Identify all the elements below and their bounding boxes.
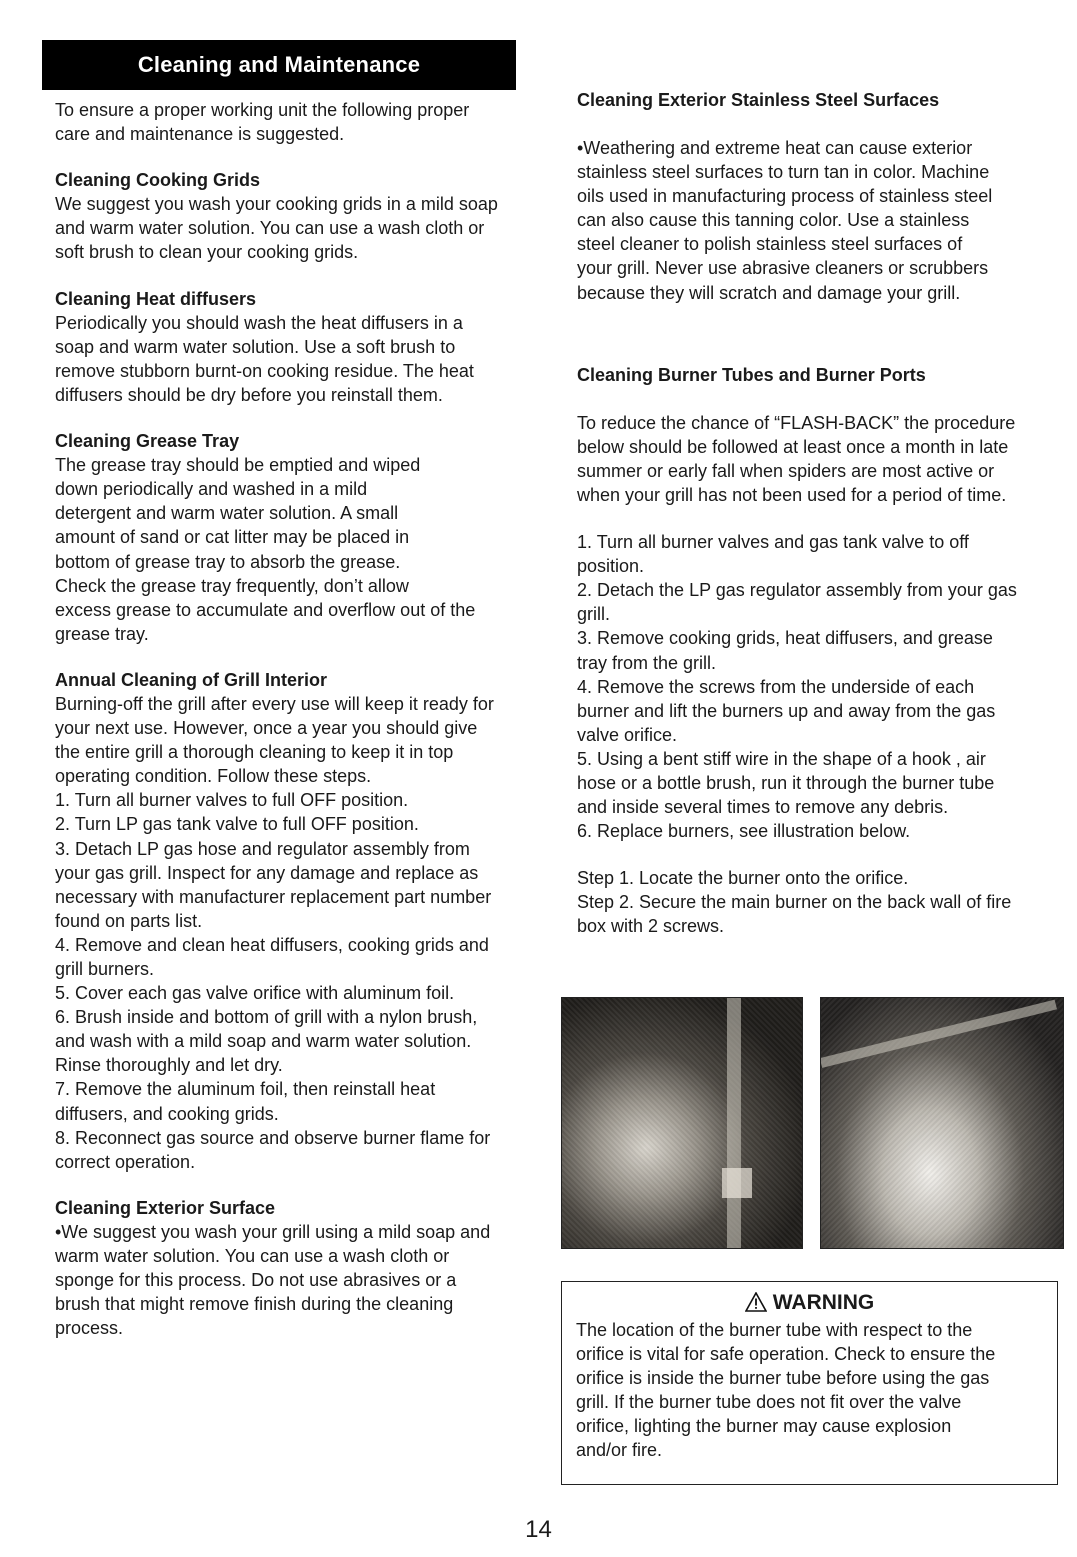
text-line: and/or fire. [576, 1440, 663, 1460]
text-line: •Weathering and extreme heat can cause exterior [577, 138, 973, 158]
photo-locate-burner [561, 997, 803, 1249]
section-heading: Cleaning Burner Tubes and Burner Ports [577, 364, 926, 385]
text-line: the entire grill a thorough cleaning to keep it in top [55, 742, 454, 763]
text-line: Burning-off the grill after every use will keep it ready for [55, 693, 494, 714]
text-line: grill burners. [55, 959, 155, 979]
text-line: amount of sand or cat litter may be placed in [55, 527, 410, 548]
photo-secure-burner [820, 997, 1064, 1249]
text-line: soap and warm water solution. Use a soft brush to [55, 336, 456, 357]
text-line: down periodically and washed in a mild [55, 479, 368, 500]
section-heading: Cleaning Cooking Grids [55, 170, 261, 191]
text-line: The grease tray should be emptied and wiped [55, 455, 421, 476]
text-line: position. [577, 556, 645, 577]
text-line: excess grease to accumulate and overflow out of the [55, 599, 476, 620]
text-line: diffusers, and cooking grids. [55, 1103, 279, 1124]
text-line: 6. Brush inside and bottom of grill with a nylon brush, [55, 1007, 478, 1028]
text-line: when your grill has not been used for a period of time. [577, 484, 1007, 505]
text-line: warm water solution. You can use a wash cloth or [55, 1246, 450, 1267]
text-line: your gas grill. Inspect for any damage and replace as [55, 862, 479, 883]
right-column [577, 88, 1069, 939]
text-line: your next use. However, once a year you should give [55, 718, 478, 739]
text-line: detergent and warm water solution. A small [55, 503, 399, 524]
text-line: The location of the burner tube with respect to the [576, 1320, 973, 1340]
text-line: found on parts list. [55, 910, 203, 931]
text-line: 1. Turn all burner valves to full OFF position. [55, 790, 409, 811]
text-line: valve orifice. [577, 724, 678, 745]
text-line: operating condition. Follow these steps. [55, 766, 372, 787]
text-line: box with 2 screws. [577, 916, 725, 937]
text-line: To reduce the chance of “FLASH-BACK” the procedure [577, 412, 1016, 433]
text-line: Rinse thoroughly and let dry. [55, 1055, 283, 1076]
section-stainless-steel [577, 88, 1069, 305]
text-line: can also cause this tanning color. Use a stainless [577, 210, 970, 231]
section-banner: Cleaning and Maintenance [42, 40, 516, 90]
text-line: Periodically you should wash the heat diffusers in a [55, 312, 463, 333]
section-cooking-grids [55, 168, 555, 264]
text-line: brush that might remove finish during the cleaning [55, 1294, 454, 1315]
text-line: hose or a bottle brush, run it through the burner tube [577, 772, 995, 793]
text-line: grill. [577, 604, 611, 625]
text-line: grease tray. [55, 623, 149, 644]
text-line: orifice, lighting the burner may cause explosion [576, 1416, 952, 1436]
text-line: To ensure a proper working unit the following proper [55, 100, 470, 120]
text-line: 2. Turn LP gas tank valve to full OFF position. [55, 814, 419, 835]
text-line: soft brush to clean your cooking grids. [55, 242, 359, 263]
text-line: 2. Detach the LP gas regulator assembly from your gas [577, 580, 1017, 601]
left-column [55, 98, 555, 1340]
text-line: 3. Remove cooking grids, heat diffusers, and grease [577, 628, 993, 649]
text-line: necessary with manufacturer replacement part number [55, 886, 492, 907]
section-grease-tray [55, 429, 555, 646]
text-line: 1. Turn all burner valves and gas tank valve to off [577, 532, 969, 553]
section-heading: Cleaning Exterior Stainless Steel Surfaces [577, 90, 940, 110]
text-line: care and maintenance is suggested. [55, 124, 345, 145]
text-line: and warm water solution. You can use a wash cloth or [55, 218, 485, 239]
page-number: 14 [525, 1516, 552, 1543]
text-line: remove stubborn burnt-on cooking residue. The heat [55, 360, 474, 381]
text-line: tray from the grill. [577, 652, 717, 673]
text-line: and inside several times to remove any debris. [577, 797, 949, 818]
text-line: sponge for this process. Do not use abrasives or a [55, 1270, 457, 1291]
text-line: 5. Cover each gas valve orifice with aluminum foil. [55, 983, 455, 1004]
warning-title: WARNING [772, 1291, 875, 1314]
text-line: Step 1. Locate the burner onto the orifice. [577, 868, 909, 889]
text-line: 4. Remove the screws from the underside of each [577, 676, 975, 697]
text-line: bottom of grease tray to absorb the grease. [55, 551, 401, 572]
text-line: steel cleaner to polish stainless steel surfaces of [577, 234, 963, 255]
text-line: grill. If the burner tube does not fit over the valve [576, 1392, 962, 1412]
warning-triangle-icon [745, 1292, 767, 1312]
text-line: summer or early fall when spiders are most active or [577, 460, 995, 481]
text-line: and wash with a mild soap and warm water solution. [55, 1031, 472, 1052]
text-line: process. [55, 1318, 124, 1339]
section-annual-cleaning [55, 668, 555, 1174]
text-line: orifice is inside the burner tube before using the gas [576, 1368, 990, 1388]
text-line: 3. Detach LP gas hose and regulator assembly from [55, 838, 470, 859]
warning-box [561, 1281, 1058, 1485]
section-heat-diffusers [55, 287, 555, 407]
section-heading: Annual Cleaning of Grill Interior [55, 669, 328, 690]
text-line: We suggest you wash your cooking grids in a mild soap [55, 194, 498, 215]
section-heading: Cleaning Exterior Surface [55, 1197, 276, 1218]
section-exterior-surface [55, 1196, 555, 1341]
intro-paragraph [55, 98, 555, 146]
section-heading: Cleaning Heat diffusers [55, 288, 257, 309]
text-line: your grill. Never use abrasive cleaners or scrubbers [577, 258, 989, 279]
text-line: orifice is vital for safe operation. Check to ensure the [576, 1344, 996, 1364]
text-line: 5. Using a bent stiff wire in the shape of a hook , air [577, 748, 986, 769]
section-burner-tubes [577, 363, 1069, 939]
text-line: oils used in manufacturing process of stainless steel [577, 186, 993, 207]
text-line: stainless steel surfaces to turn tan in color. Machine [577, 162, 990, 183]
text-line: 6. Replace burners, see illustration below. [577, 821, 911, 842]
text-line: diffusers should be dry before you reinstall them. [55, 384, 443, 405]
warning-heading [576, 1290, 1043, 1316]
section-heading: Cleaning Grease Tray [55, 431, 240, 452]
text-line: burner and lift the burners up and away from the gas [577, 700, 996, 721]
text-line: Check the grease tray frequently, don’t allow [55, 575, 409, 596]
text-line: Step 2. Secure the main burner on the back wall of fire [577, 892, 1012, 913]
text-line: 7. Remove the aluminum foil, then reinstall heat [55, 1079, 436, 1100]
text-line: 4. Remove and clean heat diffusers, cooking grids and [55, 934, 489, 955]
text-line: 8. Reconnect gas source and observe burner flame for [55, 1127, 491, 1148]
text-line: below should be followed at least once a month in late [577, 436, 1009, 457]
text-line: correct operation. [55, 1151, 196, 1172]
text-line: •We suggest you wash your grill using a mild soap and [55, 1221, 491, 1242]
text-line: because they will scratch and damage your grill. [577, 282, 961, 303]
burner-illustration-photos [561, 997, 1063, 1249]
